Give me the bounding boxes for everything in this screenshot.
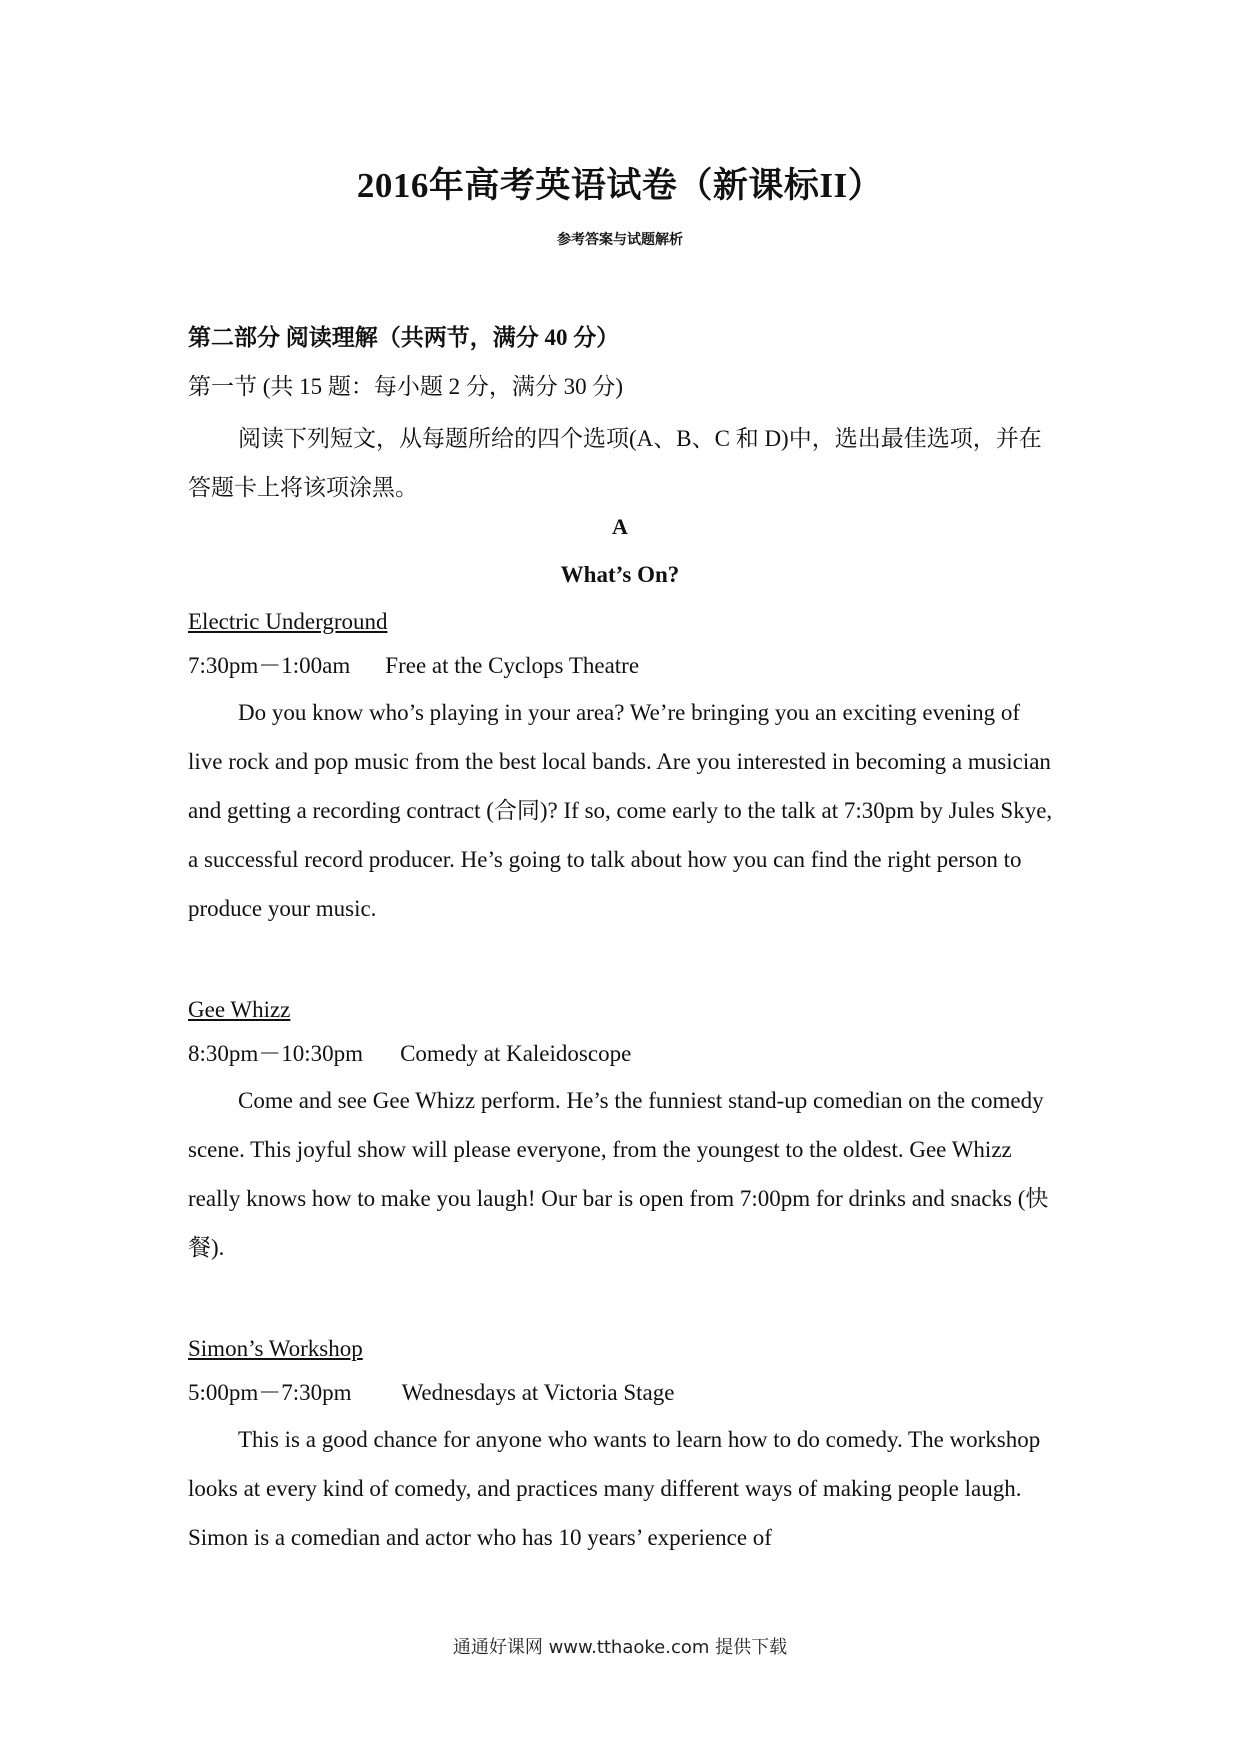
event-name-gee-whizz: Gee Whizz <box>188 997 291 1022</box>
event-description: Come and see Gee Whizz perform. He’s the funniest stand-up comedian on the comedy scene. This joyful show will please everyone, from the youngest to the oldest. Gee Whizz really knows how to make you laugh! Our bar is open from 7:00pm for drinks and snacks (快餐). <box>188 1088 1049 1260</box>
event-description: This is a good chance for anyone who wants to learn how to do comedy. The workshop looks at every kind of comedy, and practices many different ways of making people laugh. Simon is a comedian and actor who has 10 years’ experience of <box>188 1427 1041 1550</box>
instructions-paragraph: 阅读下列短文，从每题所给的四个选项(A、B、C 和 D)中，选出最佳选项，并在答题卡上将该项涂黑。 <box>188 426 1042 500</box>
section-subheading: 第一节 (共 15 题：每小题 2 分，满分 30 分) <box>188 374 624 399</box>
event-schedule <box>188 1373 674 1413</box>
event-venue: Free at the Cyclops Theatre <box>385 653 640 678</box>
event-time: 8:30pm－10:30pm <box>188 1041 364 1066</box>
section-heading: 第二部分 阅读理解（共两节，满分 40 分） <box>188 325 620 350</box>
event-schedule <box>188 646 639 686</box>
page-title: 2016年高考英语试卷（新课标II） <box>356 166 884 205</box>
event-description: Do you know who’s playing in your area? We’re bringing you an exciting evening of live rock and pop music from the best local bands. Are you interested in becoming a musician and getting a recording contract (合同)? If so, come early to the talk at 7:30pm by Jules Skye, a successful record producer. He’s going to talk about how you can find the right person to produce your music. <box>188 700 1053 921</box>
event-time: 7:30pm－1:00am <box>188 653 351 678</box>
event-name-electric-underground: Electric Underground <box>188 609 388 634</box>
event-venue: Wednesdays at Victoria Stage <box>401 1380 675 1405</box>
passage-letter: A <box>612 514 628 539</box>
event-time: 5:00pm－7:30pm <box>188 1380 352 1405</box>
passage-title: What’s On? <box>560 562 680 587</box>
event-schedule <box>188 1034 631 1074</box>
page-footer: 通通好课网 www.tthaoke.com 提供下载 <box>452 1637 788 1658</box>
event-name-simons-workshop: Simon’s Workshop <box>188 1336 363 1361</box>
page-subtitle: 参考答案与试题解析 <box>557 232 683 248</box>
event-venue: Comedy at Kaleidoscope <box>400 1041 632 1066</box>
